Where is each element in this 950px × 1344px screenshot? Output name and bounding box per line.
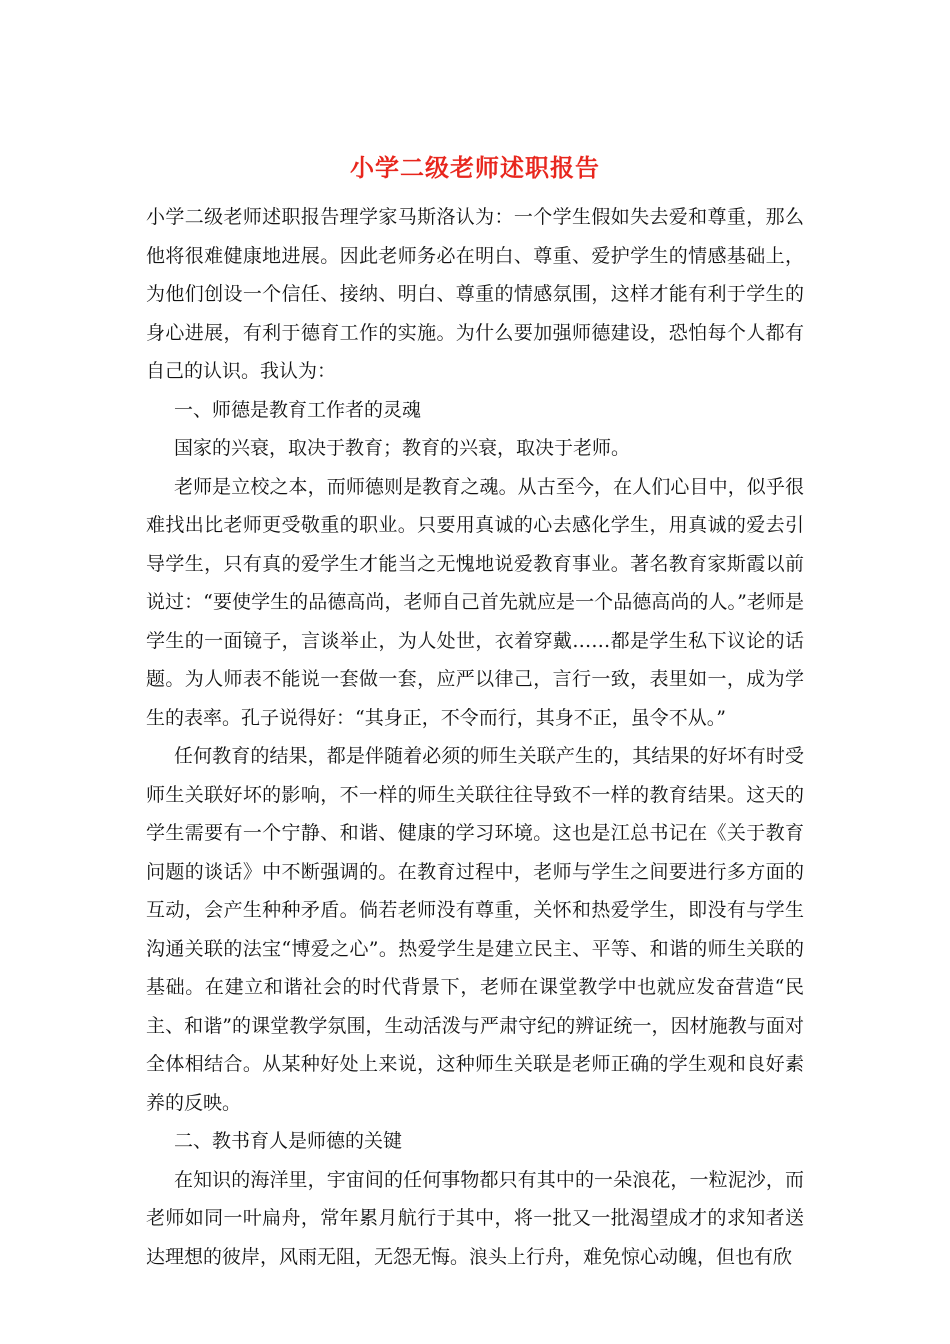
body-paragraph: 任何教育的结果，都是伴随着必须的师生关联产生的，其结果的好坏有时受师生关联好坏的影响，不一样的师生关联往往导致不一样的教育结果。这天的学生需要有一个宁静、和谐、健康的学习环境。这也是江总书记在《关于教育问题的谈话》中不断强调的。在教育过程中，老师与学生之间要进行多方面的互动，会产生种种矛盾。倘若老师没有尊重，关怀和热爱学生，即没有与学生沟通关联的法宝“博爱之心”。热爱学生是建立民主、平等、和谐的师生关联的基础。在建立和谐社会的时代背景下，老师在课堂教学中也就应发奋营造“民主、和谐”的课堂教学氛围，生动活泼与严肃守纪的辨证统一，因材施教与面对全体相结合。从某种好处上来说，这种师生关联是老师正确的学生观和良好素养的反映。 — [146, 745, 804, 1114]
body-paragraph: 老师是立校之本，而师德则是教育之魂。从古至今，在人们心目中，似乎很难找出比老师更受敬重的职业。只要用真诚的心去感化学生，用真诚的爱去引导学生，只有真的爱学生才能当之无愧地说爱教育事业。著名教育家斯霞以前说过：“要使学生的品德高尚，老师自己首先就应是一个品德高尚的人。”老师是学生的一面镜子，言谈举止，为人处世，衣着穿戴……都是学生私下议论的话题。为人师表不能说一套做一套，应严以律己，言行一致，表里如一，成为学生的表率。孔子说得好：“其身正，不令而行，其身不正，虽令不从。” — [146, 475, 804, 729]
section-heading-1: 一、师德是教育工作者的灵魂 — [174, 398, 422, 421]
document-title: 小学二级老师述职报告 — [350, 153, 600, 182]
body-paragraph: 在知识的海洋里，宇宙间的任何事物都只有其中的一朵浪花，一粒泥沙，而老师如同一叶扁舟，常年累月航行于其中，将一批又一批渴望成才的求知者送达理想的彼岸，风雨无阻，无怨无悔。浪头上行舟，难免惊心动魄，但也有欣 — [146, 1168, 804, 1268]
section-heading-2: 二、教书育人是师德的关键 — [174, 1130, 403, 1152]
intro-paragraph: 小学二级老师述职报告理学家马斯洛认为：一个学生假如失去爱和尊重，那么他将很难健康地进展。因此老师务必在明白、尊重、爱护学生的情感基础上，为他们创设一个信任、接纳、明白、尊重的情感氛围，这样才能有利于学生的身心进展，有利于德育工作的实施。为什么要加强师德建设，恐怕每个人都有自己的认识。我认为： — [146, 206, 804, 382]
body-paragraph: 国家的兴衰，取决于教育；教育的兴衰，取决于老师。 — [174, 437, 631, 459]
